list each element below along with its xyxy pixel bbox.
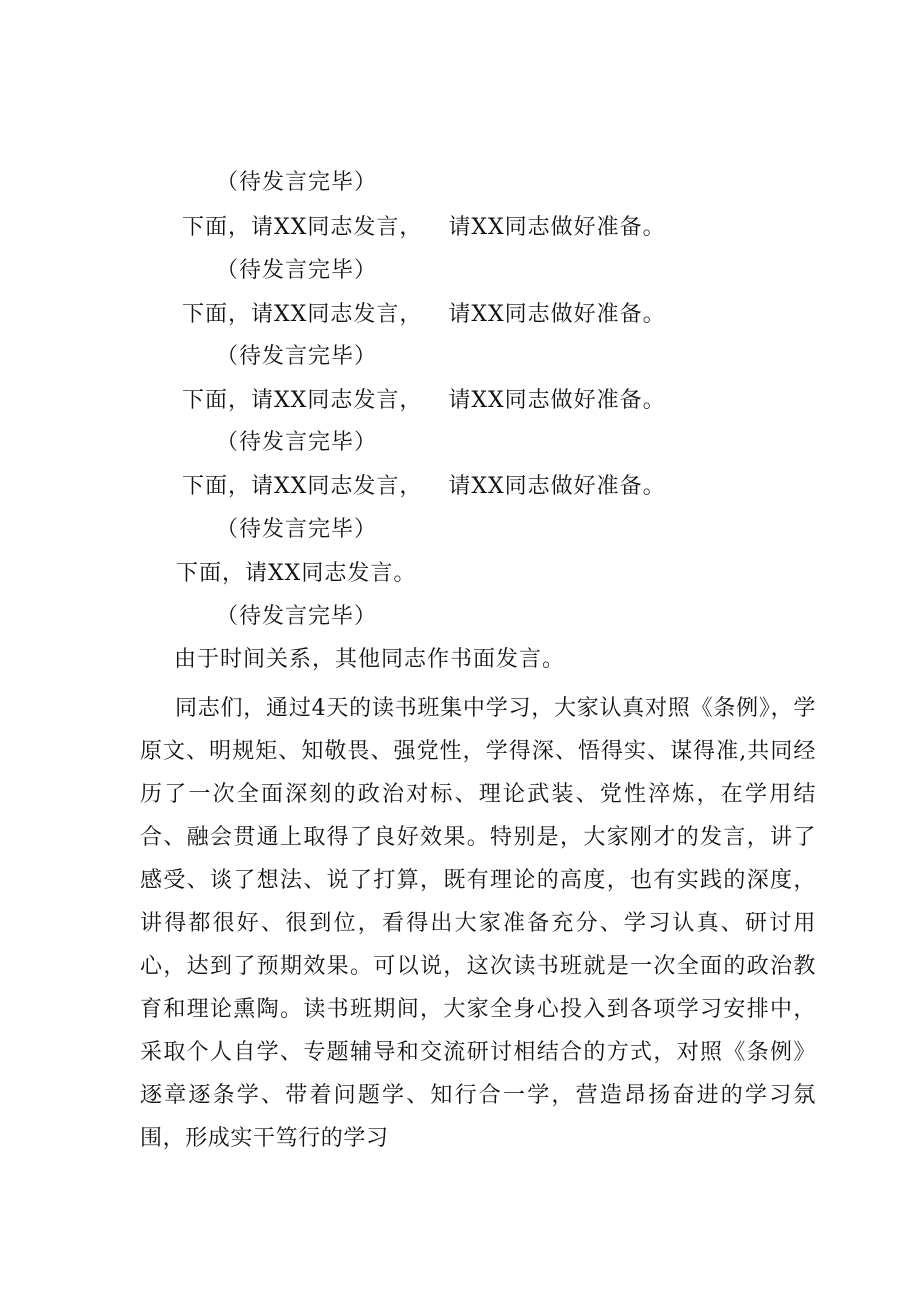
prepare-text: 请XX同志做好准备。: [448, 388, 666, 413]
summary-paragraph: 同志们，通过4天的读书班集中学习，大家认真对照《条例》，学原文、明规矩、知敬畏、强党性，学得深、悟得实、谋得准,共同经历了一次全面深刻的政治对标、理论武装、党性淬炼，在学用结合、融会贯通上取得了良好效果。特别是，大家刚才的发言，讲了感受、谈了想法、说了打算，既有理论的高度，也有实践的深度，讲得都很好、很到位，看得出大家准备充分、学习认真、研讨用心，达到了预期效果。可以说，这次读书班就是一次全面的政治教育和理论熏陶。读书班期间，大家全身心投入到各项学习安排中，采取个人自学、专题辅导和交流研讨相结合的方式，对照《条例》逐章逐条学、带着问题学、知行合一学，营造昂扬奋进的学习氛围，形成实干笃行的学习: [140, 696, 816, 1151]
next-speaker-line-3: [182, 386, 666, 416]
other-speakers-note: 由于时间关系，其他同志作书面发言。: [174, 647, 566, 672]
next-speaker-line-4: [182, 472, 666, 502]
next-speaker-text: 下面，请XX同志发言，: [182, 388, 423, 413]
wait-line-4: （待发言完毕）: [216, 430, 378, 455]
wait-line-1: （待发言完毕）: [216, 170, 378, 195]
next-speaker-text: 下面，请XX同志发言，: [182, 302, 423, 327]
next-speaker-line-1: [182, 213, 666, 243]
wait-line-5: （待发言完毕）: [216, 517, 378, 542]
prepare-text: 请XX同志做好准备。: [448, 474, 666, 499]
prepare-text: 请XX同志做好准备。: [448, 302, 666, 327]
wait-line-6: （待发言完毕）: [216, 604, 378, 629]
prepare-text: 请XX同志做好准备。: [448, 215, 666, 240]
next-speaker-text: 下面，请XX同志发言，: [182, 474, 423, 499]
wait-line-3: （待发言完毕）: [216, 344, 378, 369]
next-speaker-text: 下面，请XX同志发言，: [182, 215, 423, 240]
wait-line-2: （待发言完毕）: [216, 258, 378, 283]
next-speaker-line-5: 下面，请XX同志发言。: [176, 561, 417, 586]
next-speaker-line-2: [182, 300, 666, 330]
